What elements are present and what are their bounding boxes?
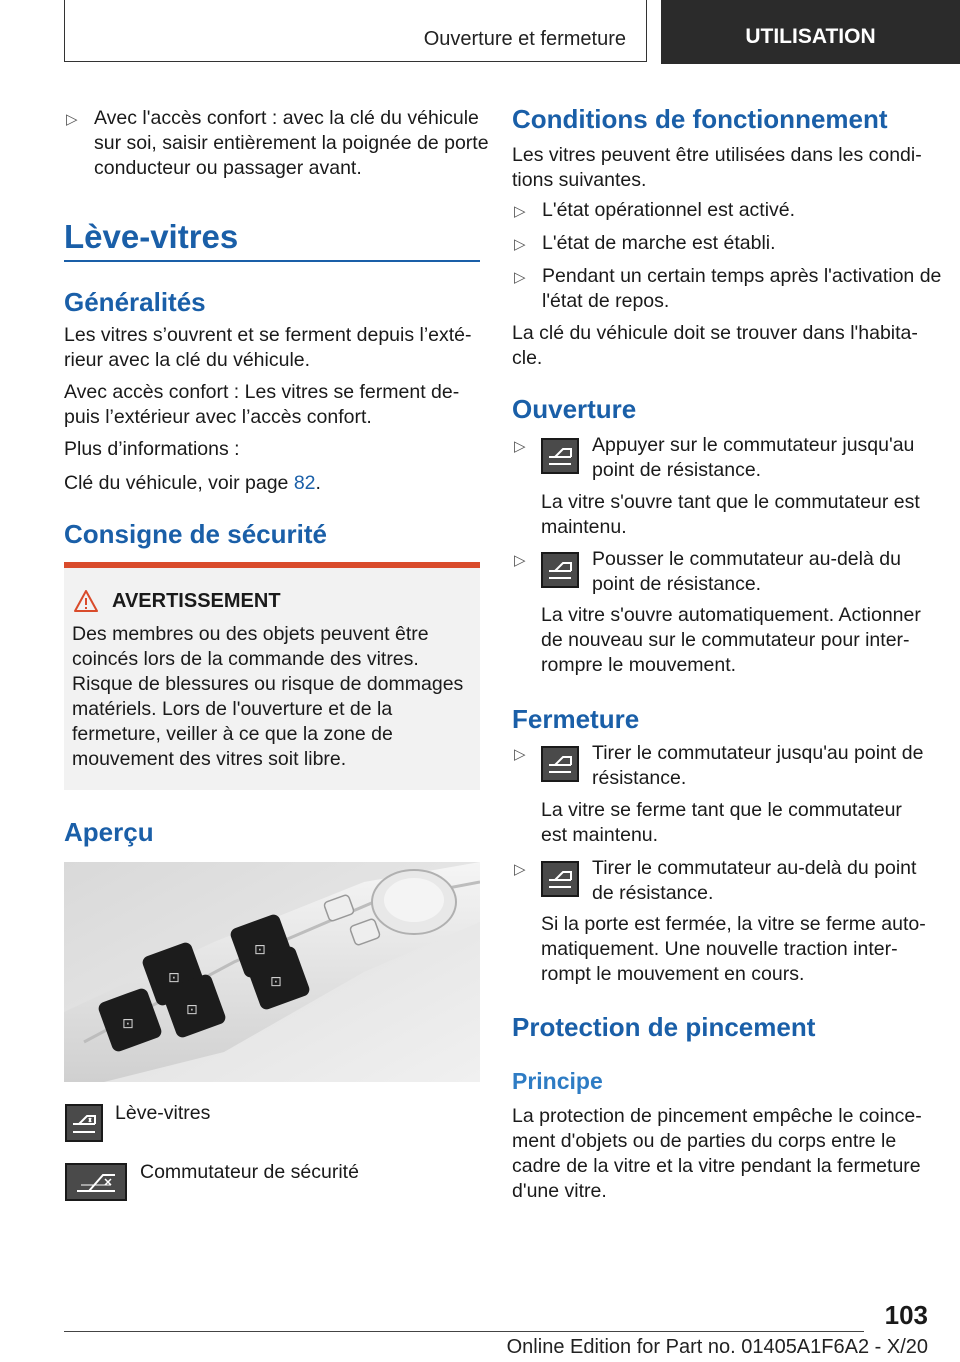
footer-rule — [64, 1331, 864, 1332]
window-switch-icon — [65, 1104, 103, 1142]
condition-item-2 — [512, 231, 958, 256]
bullet-triangle-icon: ▷ — [514, 438, 526, 455]
general-paragraph-2: Avec accès confort : Les vitres se ferment depuis l’extérieur avec l’accès confort. — [64, 381, 460, 428]
condition-item-3 — [512, 264, 958, 314]
conditions-intro: Les vitres peuvent être utilisées dans les conditions suivantes. — [512, 144, 922, 191]
window-switch-icon — [541, 746, 579, 782]
page-header — [64, 0, 960, 64]
bullet-triangle-icon: ▷ — [514, 746, 526, 763]
general-paragraph-1: Les vitres s’ouvrent et se ferment depuis l’extérieur avec la clé du véhicule. — [64, 324, 472, 371]
header-section-box — [64, 0, 647, 62]
header-chapter-tab: UTILISATION — [661, 0, 960, 64]
condition-item-1 — [512, 198, 958, 223]
warning-text: Des membres ou des objets peuvent être coincés lors de la commande des vitres. Risque de blessures ou risque de dommages matériels. Lors de l'ouverture et de la fermeture, veiller à ce que la zone de mouvement des vitres soit libre. — [72, 623, 464, 770]
intro-bullet-text: Avec l'accès confort : avec la clé du véhicule sur soi, saisir entièrement la poignée de porte conducteur ou passager avant. — [94, 107, 489, 179]
condition-item-text: L'état de marche est établi. — [542, 232, 776, 254]
svg-text:⊡: ⊡ — [186, 1002, 198, 1018]
edition-note: Online Edition for Part no. 01405A1F6A2 - X/20 — [506, 1336, 928, 1358]
title-rule — [64, 260, 480, 262]
bullet-triangle-icon: ▷ — [514, 861, 526, 878]
bullet-triangle-icon: ▷ — [514, 269, 526, 286]
opening-item-2-text: Pousser le commutateur au-delà du point de résistance. — [592, 548, 901, 595]
svg-text:⊡: ⊡ — [122, 1016, 134, 1032]
page-title: Lève-vitres — [64, 218, 239, 255]
heading-principle: Principe — [512, 1068, 603, 1094]
legend-safety-switch-label: Commutateur de sécurité — [140, 1161, 359, 1183]
heading-opening: Ouverture — [512, 394, 637, 424]
svg-text:⊡: ⊡ — [270, 974, 282, 990]
closing-item-2-text: Tirer le commutateur au-delà du point de résistance. — [592, 857, 917, 904]
heading-general: Généralités — [64, 287, 206, 317]
condition-item-text: Pendant un certain temps après l'activation de l'état de repos. — [542, 265, 942, 312]
heading-safety: Consigne de sécurité — [64, 519, 327, 549]
general-paragraph-4 — [64, 471, 480, 496]
heading-pinch-protection: Protection de pincement — [512, 1012, 816, 1042]
opening-item-1-note: La vitre s'ouvre tant que le commutateur est maintenu. — [541, 491, 920, 538]
header-section-title: Ouverture et fermeture — [423, 28, 626, 50]
page-number: 103 — [884, 1300, 928, 1330]
heading-overview: Aperçu — [64, 817, 154, 847]
warning-box — [64, 562, 480, 790]
warning-triangle-icon — [74, 590, 98, 617]
bullet-triangle-icon: ▷ — [514, 236, 526, 253]
page-ref-link[interactable]: 82 — [293, 472, 316, 494]
svg-text:⊡: ⊡ — [254, 942, 266, 958]
opening-item-2-note: La vitre s'ouvre automatiquement. Actionner de nouveau sur le commutateur pour interrompre le mouvement. — [541, 604, 921, 676]
general-paragraph-3: Plus d’informations : — [64, 438, 240, 460]
window-switch-icon — [541, 438, 579, 474]
warning-title: AVERTISSEMENT — [112, 590, 281, 612]
bullet-triangle-icon: ▷ — [514, 552, 526, 569]
page-ref-suffix: . — [315, 472, 321, 494]
condition-item-text: L'état opérationnel est activé. — [542, 199, 796, 221]
opening-item-1-text: Appuyer sur le commutateur jusqu'au point de résistance. — [592, 434, 915, 481]
window-switch-photo — [64, 862, 480, 1082]
pinch-paragraph: La protection de pincement empêche le coincement d'objets ou de parties du corps entre le cadre de la vitre et la vitre pendant la fermeture d'une vitre. — [512, 1105, 922, 1202]
safety-switch-icon — [65, 1163, 127, 1201]
closing-item-1-note: La vitre se ferme tant que le commutateur est maintenu. — [541, 799, 902, 846]
window-switch-icon — [541, 552, 579, 588]
window-switch-icon — [541, 861, 579, 897]
svg-text:⊡: ⊡ — [168, 970, 180, 986]
closing-item-1-text: Tirer le commutateur jusqu'au point de résistance. — [592, 742, 924, 789]
bullet-triangle-icon: ▷ — [514, 203, 526, 220]
page-ref-prefix: Clé du véhicule, voir page — [64, 472, 294, 494]
legend-window-switch-label: Lève-vitres — [115, 1102, 211, 1124]
warning-top-bar — [64, 562, 480, 568]
intro-bullet — [64, 106, 510, 181]
conditions-outro: La clé du véhicule doit se trouver dans l'habitacle. — [512, 322, 918, 369]
heading-conditions: Conditions de fonctionnement — [512, 104, 888, 134]
closing-item-2-note: Si la porte est fermée, la vitre se ferme automatiquement. Une nouvelle traction interrompt le mouvement en cours. — [541, 913, 926, 985]
heading-closing: Fermeture — [512, 704, 640, 734]
bullet-triangle-icon: ▷ — [66, 111, 78, 128]
